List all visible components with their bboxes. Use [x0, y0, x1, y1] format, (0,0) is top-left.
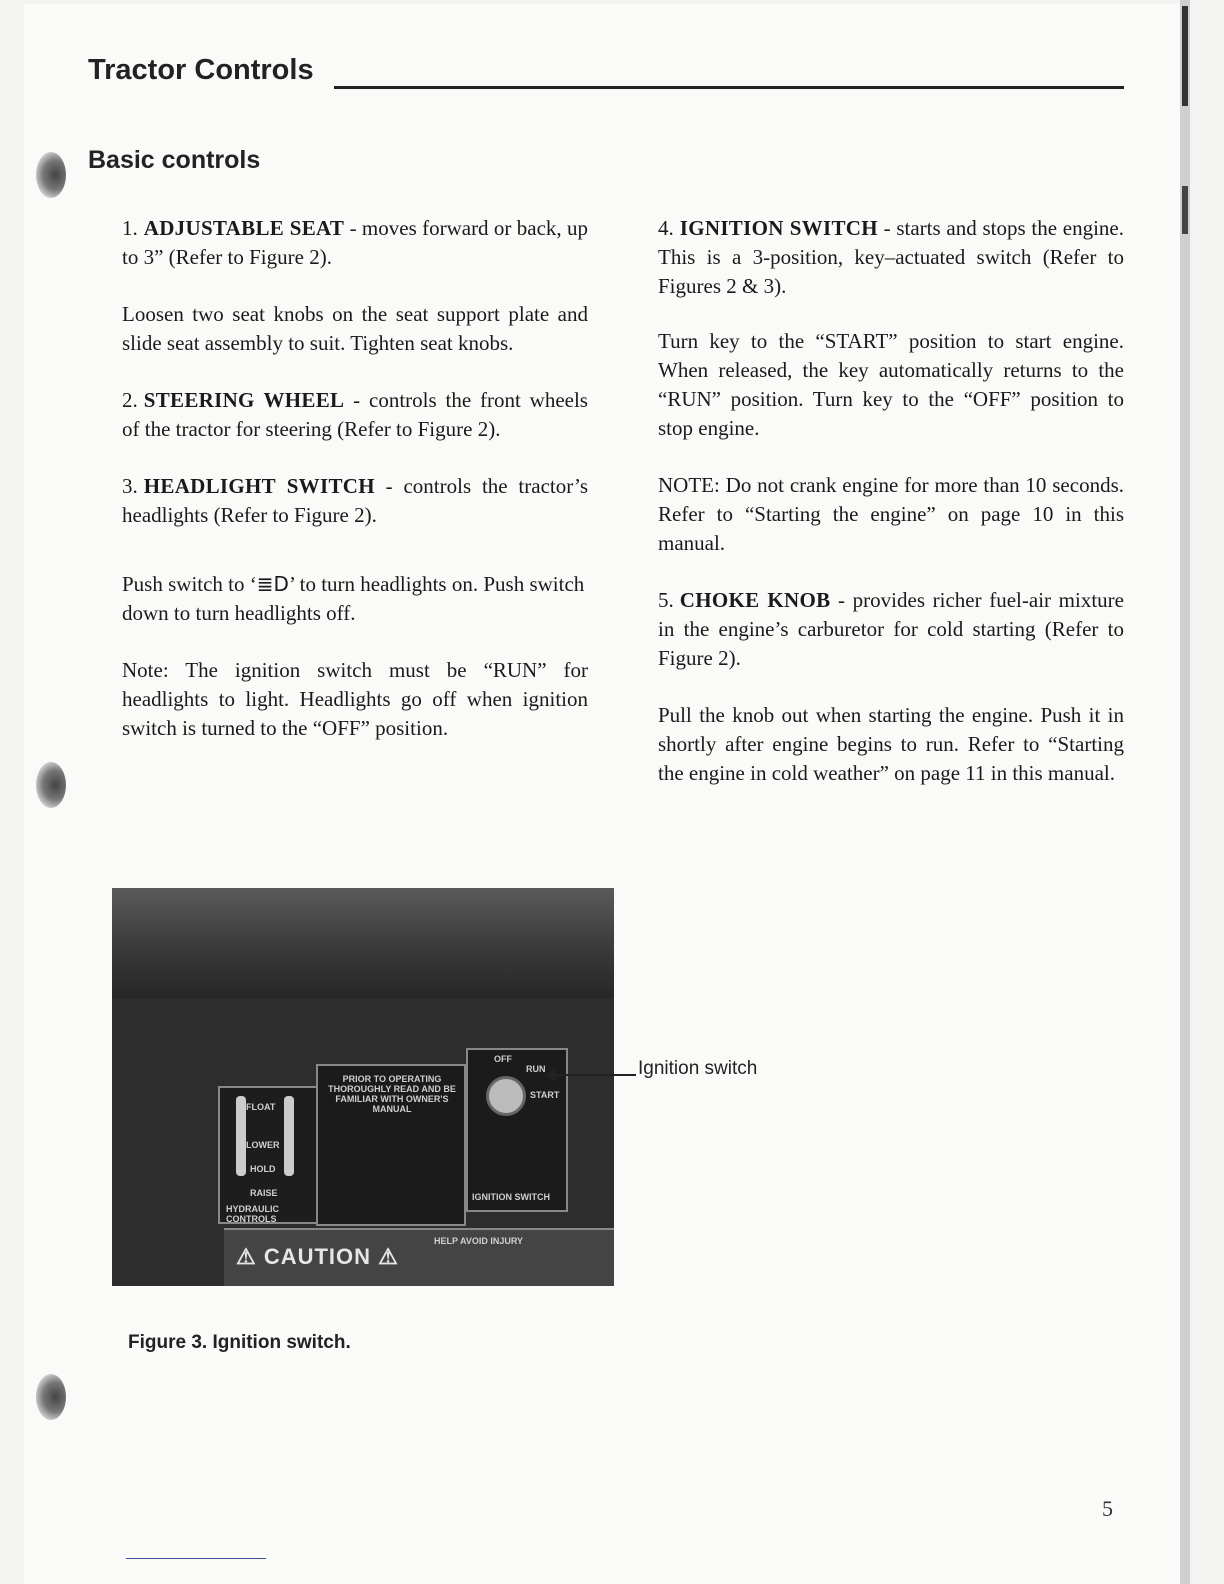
headlight-text: Push switch to ‘ [122, 572, 257, 596]
item-number: 5. [658, 588, 674, 612]
photo-label: RUN [526, 1064, 546, 1074]
ignition-key-icon [486, 1076, 526, 1116]
item-adjustable-seat [122, 214, 588, 272]
page-title: Tractor Controls [88, 54, 314, 86]
headlight-text: ’ to turn headlights on. Push switch down to turn headlights off. [122, 572, 585, 625]
photo-label: PRIOR TO OPERATING THOROUGHLY READ AND BE FAMILIAR WITH OWNER'S MANUAL [328, 1074, 456, 1114]
right-column [658, 214, 1124, 816]
seat-instructions: Loosen two seat knobs on the seat support plate and slide seat assembly to suit. Tighten seat knobs. [122, 302, 588, 355]
item-heading: CHOKE KNOB [679, 588, 831, 612]
warning-decal-panel [316, 1064, 466, 1226]
ignition-note: NOTE: Do not crank engine for more than 10 seconds. Refer to “Starting the engine” on page 10 in this manual. [658, 473, 1124, 555]
page-edge [1180, 0, 1190, 1584]
headlight-instructions [122, 570, 588, 628]
page-edge-mark [1182, 186, 1188, 234]
binder-hole [36, 1374, 66, 1420]
item-number: 1. [122, 216, 138, 240]
hydraulic-lever [236, 1096, 246, 1176]
photo-label: HOLD [250, 1164, 276, 1174]
footer-rule [126, 1558, 266, 1559]
photo-label: RAISE [250, 1188, 278, 1198]
left-column [122, 214, 588, 771]
binder-hole [36, 152, 66, 198]
item-number: 2. [122, 388, 138, 412]
photo-label: HYDRAULIC CONTROLS [226, 1204, 279, 1224]
item-text: - moves forward or back, up to 3” (Refer to Figure 2). [122, 216, 588, 269]
item-heading: IGNITION SWITCH [679, 216, 878, 240]
headlight-symbol-icon: ≣D [256, 572, 289, 596]
item-heading: ADJUSTABLE SEAT [143, 216, 345, 240]
page-edge-mark [1182, 6, 1188, 106]
item-text: - provides richer fuel-air mixture in the engine’s carburetor for cold starting (Refer to Figure 2). [658, 588, 1124, 670]
photo-label: FLOAT [246, 1102, 276, 1112]
caution-decal [224, 1228, 614, 1286]
header-rule [334, 86, 1124, 89]
item-choke-knob [658, 586, 1124, 673]
photo-label: IGNITION SWITCH [472, 1192, 550, 1202]
item-text: - controls the front wheels of the tractor for steering (Refer to Figure 2). [122, 388, 588, 441]
hydraulic-lever [284, 1096, 294, 1176]
hydraulic-control-panel [218, 1086, 318, 1224]
item-number: 3. [122, 474, 138, 498]
choke-instructions: Pull the knob out when starting the engine. Push it in shortly after engine begins to run. Refer to “Starting the engine in cold weather” on page 11 in this manual. [658, 703, 1124, 785]
page-header [88, 54, 1124, 94]
item-heading: STEERING WHEEL [143, 388, 345, 412]
photo-label: START [530, 1090, 560, 1100]
item-text: - controls the tractor’s headlights (Refer to Figure 2). [122, 474, 588, 527]
ignition-switch-photo [112, 888, 614, 1286]
photo-dashboard [112, 888, 614, 998]
photo-label: OFF [494, 1054, 512, 1064]
item-number: 4. [658, 216, 674, 240]
photo-label: HELP AVOID INJURY [434, 1236, 524, 1246]
headlight-note: Note: The ignition switch must be “RUN” for headlights to light. Headlights go off when ignition switch is turned to the “OFF” position. [122, 658, 588, 740]
item-heading: HEADLIGHT SWITCH [143, 474, 375, 498]
figure-callout: Ignition switch [638, 1058, 758, 1079]
caution-label: ⚠ CAUTION ⚠ [236, 1244, 399, 1269]
section-title: Basic controls [88, 146, 261, 174]
item-headlight-switch [122, 472, 588, 530]
ignition-instructions: Turn key to the “START” position to start engine. When released, the key automatically returns to the “RUN” position. Turn key to the “OFF” position to stop engine. [658, 329, 1124, 440]
page-number: 5 [1102, 1496, 1113, 1521]
photo-label: LOWER [246, 1140, 280, 1150]
item-ignition-switch [658, 214, 1124, 301]
item-steering-wheel [122, 386, 588, 444]
figure-caption: Figure 3. Ignition switch. [128, 1332, 351, 1353]
callout-line [554, 1074, 636, 1076]
item-text: - starts and stops the engine. This is a 3-position, key–actuated switch (Refer to Figures 2 & 3). [658, 216, 1124, 298]
binder-hole [36, 762, 66, 808]
